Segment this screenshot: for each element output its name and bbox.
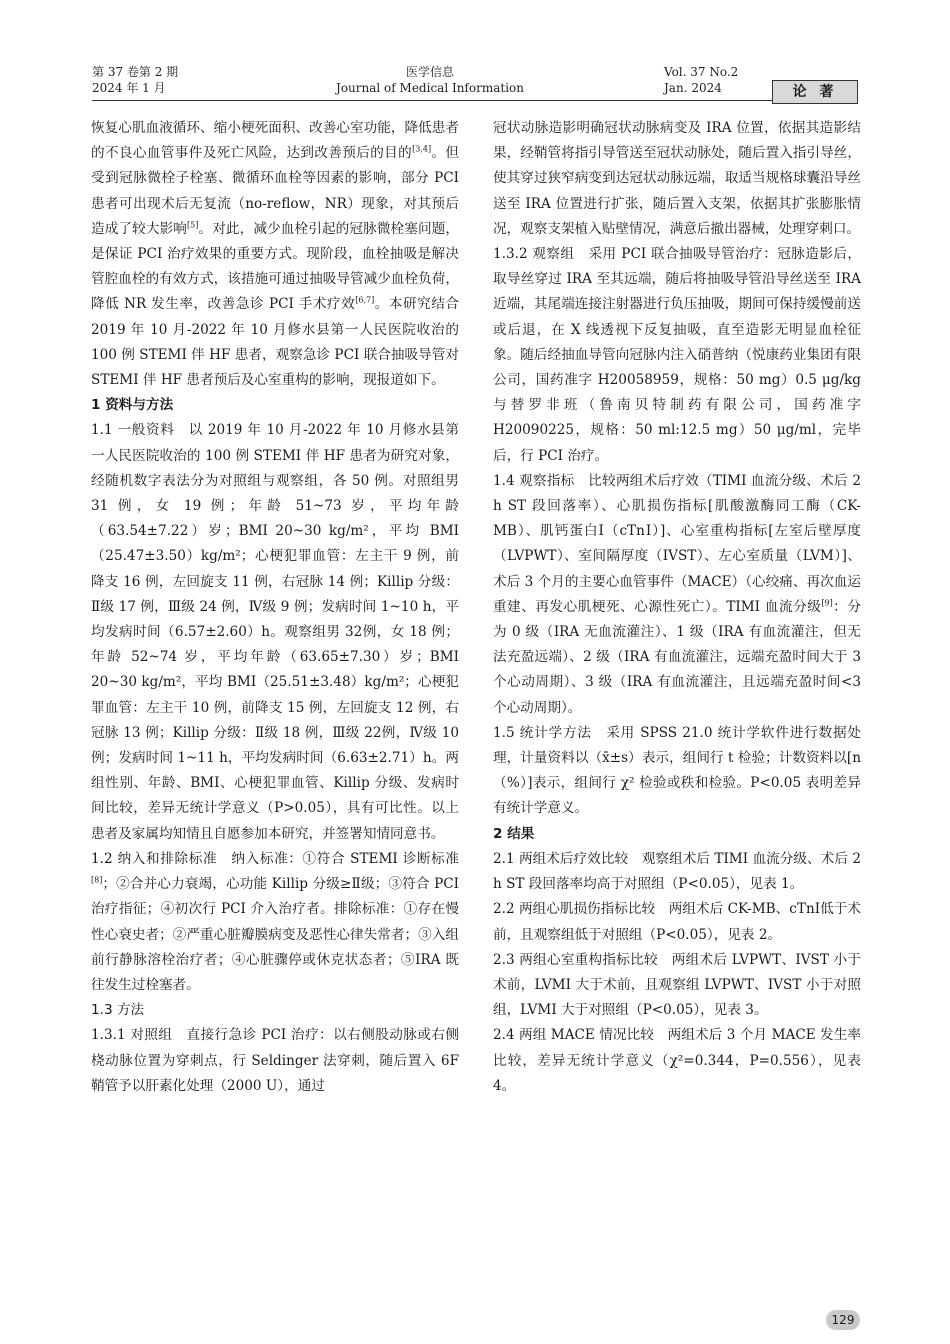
statistics-paragraph: 1.5 统计学方法 采用 SPSS 21.0 统计学软件进行数据处理，计量资料以（x̄±s）表示，组间行 t 检验；计数资料以[n（%）]表示，组间行 χ² 检验或秩和检验。P<0.05 表明差异有统计学意义。 bbox=[493, 724, 861, 817]
result-paragraph: 2.3 两组心室重构指标比较 两组术后 LVPWT、IVST 小于术前，LVMI 大于术前，且观察组 LVPWT、IVST 小于对照组，LVMI 大于对照组（P<0.05），见表 3。 bbox=[493, 951, 861, 1019]
citation: [8] bbox=[91, 875, 103, 885]
citation: [6,7] bbox=[355, 295, 375, 305]
left-column bbox=[91, 116, 459, 1099]
result-paragraph: 2.2 两组心肌损伤指标比较 两组术后 CK-MB、cTnⅠ低于术前，且观察组低于对照组（P<0.05），见表 2。 bbox=[493, 901, 861, 943]
citation: [3,4] bbox=[412, 144, 432, 154]
right-column bbox=[493, 116, 861, 1099]
citation: [9] bbox=[821, 598, 833, 608]
header-rule bbox=[92, 100, 856, 101]
general-data-paragraph: 1.1 一般资料 以 2019 年 10 月-2022 年 10 月修水县第一人民医院收治的 100 例 STEMI 伴 HF 患者为研究对象，经随机数字表法分为对照组与观察组，各 50 例。对照组男 31 例，女 19 例；年龄 51~73 岁，平均年龄（63.54±7.22）岁；BMI 20~30 kg/m²，平均 BMI（25.47±3.50）kg/m²；心梗犯罪血管：左主干 9 例，前降支 16 例，左回旋支 11 例，右冠脉 14 例；Killip 分级：Ⅱ级 17 例，Ⅲ级 24 例，Ⅳ级 9 例；发病时间 1~10 h，平均发病时间（6.57±2.60）h。观察组男 32例，女 18 例；年龄 52~74 岁，平均年龄（63.65±7.30）岁；BMI 20~30 kg/m²，平均 BMI（25.51±3.48）kg/m²；心梗犯罪血管：左主干 10 例，前降支 15 例，左回旋支 12 例，右冠脉 13 例；Killip 分级：Ⅱ级 18 例，Ⅲ级 22例，Ⅳ级 10 例；发病时间 1~11 h，平均发病时间（6.63±2.71）h。两组性别、年龄、BMI、心梗犯罪血管、Killip 分级、发病时间比较，差异无统计学意义（P>0.05），具有可比性。以上患者及家属均知情且自愿参加本研究，并签署知情同意书。 bbox=[91, 422, 459, 842]
section-heading: 2 结果 bbox=[493, 825, 535, 842]
criteria-paragraph: 1.2 纳入和排除标准 纳入标准：①符合 STEMI 诊断标准[8]；②合并心力衰竭，心功能 Killip 分级≥Ⅱ级；③符合 PCI 治疗指征；④初次行 PCI 介入治疗者。排除标准：①存在慢性心衰史者；②严重心脏瓣膜病变及恶性心律失常者；③入组前行静脉溶栓治疗者；④心脏骤停或休克状态者；⑤IRA 既往发生过栓塞者。 bbox=[91, 850, 459, 993]
running-header bbox=[92, 64, 858, 104]
control-method-paragraph: 1.3.1 对照组 直接行急诊 PCI 治疗：以右侧股动脉或右侧桡动脉位置为穿刺点，行 Seldinger 法穿刺，随后置入 6F 鞘管予以肝素化处理（2000 U），通过 bbox=[91, 1027, 459, 1094]
observation-method-paragraph: 1.3.2 观察组 采用 PCI 联合抽吸导管治疗：冠脉造影后，取导丝穿过 IRA 至其远端，随后将抽吸导管沿导丝送至 IRA 近端，其尾端连接注射器进行负压抽吸，期间可保持缓慢前送或后退，在 X 线透视下反复抽吸，直至造影无明显血栓征象。随后经抽血导管向冠脉内注入硝普纳（悦康药业集团有限公司，国药准字 H20058959，规格：50 mg）0.5 μg/kg 与替罗非班（鲁南贝特制药有限公司，国药准字 H20090225，规格：50 ml:12.5 mg）50 μg/ml，完毕后，行 PCI 治疗。 bbox=[493, 246, 861, 464]
result-paragraph: 2.4 两组 MACE 情况比较 两组术后 3 个月 MACE 发生率比较，差异无统计学意义（χ²=0.344，P=0.556），见表 4。 bbox=[493, 1027, 861, 1094]
section-tag: 论 著 bbox=[772, 80, 858, 104]
journal-title-cn: 医学信息 bbox=[405, 65, 454, 79]
section-heading: 1 资料与方法 bbox=[91, 397, 174, 414]
intro-paragraph: 恢复心肌血液循环、缩小梗死面积、改善心室功能，降低患者的不良心血管事件及死亡风险，达到改善预后的目的[3,4]。但受到冠脉微栓子栓塞、微循环血栓等因素的影响，部分 PCI 患者可出现术后无复流（no-reflow，NR）现象，对其预后造成了较大影响[5]。对此，减少血栓引起的冠脉微栓塞问题，是保证 PCI 治疗效果的重要方式。现阶段，血栓抽吸是解决管腔血栓的有效方式，该措施可通过抽吸导管减少血栓负荷，降低 NR 发生率，改善急诊 PCI 手术疗效[6,7]。本研究结合 2019 年 10 月-2022 年 10 月修水县第一人民医院收治的 100 例 STEMI 伴 HF 患者，观察急诊 PCI 联合抽吸导管对 STEMI 伴 HF 患者预后及心室重构的影响，现报道如下。 bbox=[91, 120, 460, 389]
result-paragraph: 2.1 两组术后疗效比较 观察组术后 TIMI 血流分级、术后 2 h ST 段回落率均高于对照组（P<0.05），见表 1。 bbox=[493, 850, 861, 893]
issue-date-en: Jan. 2024 bbox=[664, 81, 722, 95]
page-number: 129 bbox=[826, 1310, 860, 1330]
volume-issue-en: Vol. 37 No.2 bbox=[664, 65, 739, 79]
control-method-continued: 冠状动脉造影明确冠状动脉病变及 IRA 位置，依据其造影结果，经鞘管将指引导管送至冠状动脉处，随后置入指引导丝，使其穿过狭窄病变到达冠状动脉远端，取适当规格球囊沿导丝送至 IRA 位置进行扩张，随后置入支架，依据其扩张膨胀情况，观察支架植入贴壁情况，满意后撤出器械，处理穿刺口。 bbox=[493, 120, 861, 237]
subsection-heading: 1.3 方法 bbox=[91, 1002, 145, 1019]
journal-title-en: Journal of Medical Information bbox=[336, 81, 524, 95]
journal-issue-en bbox=[664, 64, 738, 96]
citation: [5] bbox=[187, 220, 199, 230]
issue-date: 2024 年 1 月 bbox=[92, 81, 166, 95]
volume-issue: 第 37 卷第 2 期 bbox=[92, 65, 179, 79]
indicators-paragraph: 1.4 观察指标 比较两组术后疗效（TIMI 血流分级、术后 2 h ST 段回落率）、心肌损伤指标[肌酸激酶同工酶（CK-MB）、肌钙蛋白Ⅰ（cTnⅠ）]、心室重构指标[左室后壁厚度（LVPWT）、室间隔厚度（IVST）、左心室质量（LVM）]、术后 3 个月的主要心血管事件（MACE）（心绞痛、再次血运重建、再发心肌梗死、心源性死亡）。TIMI 血流分级[9]：分为 0 级（IRA 无血流灌注）、1 级（IRA 有血流灌注，但无法充盈远端）、2 级（IRA 有血流灌注，远端充盈时间大于 3 个心动周期）、3 级（IRA 有血流灌注，且远端充盈时间<3 个心动周期）。 bbox=[493, 472, 861, 716]
